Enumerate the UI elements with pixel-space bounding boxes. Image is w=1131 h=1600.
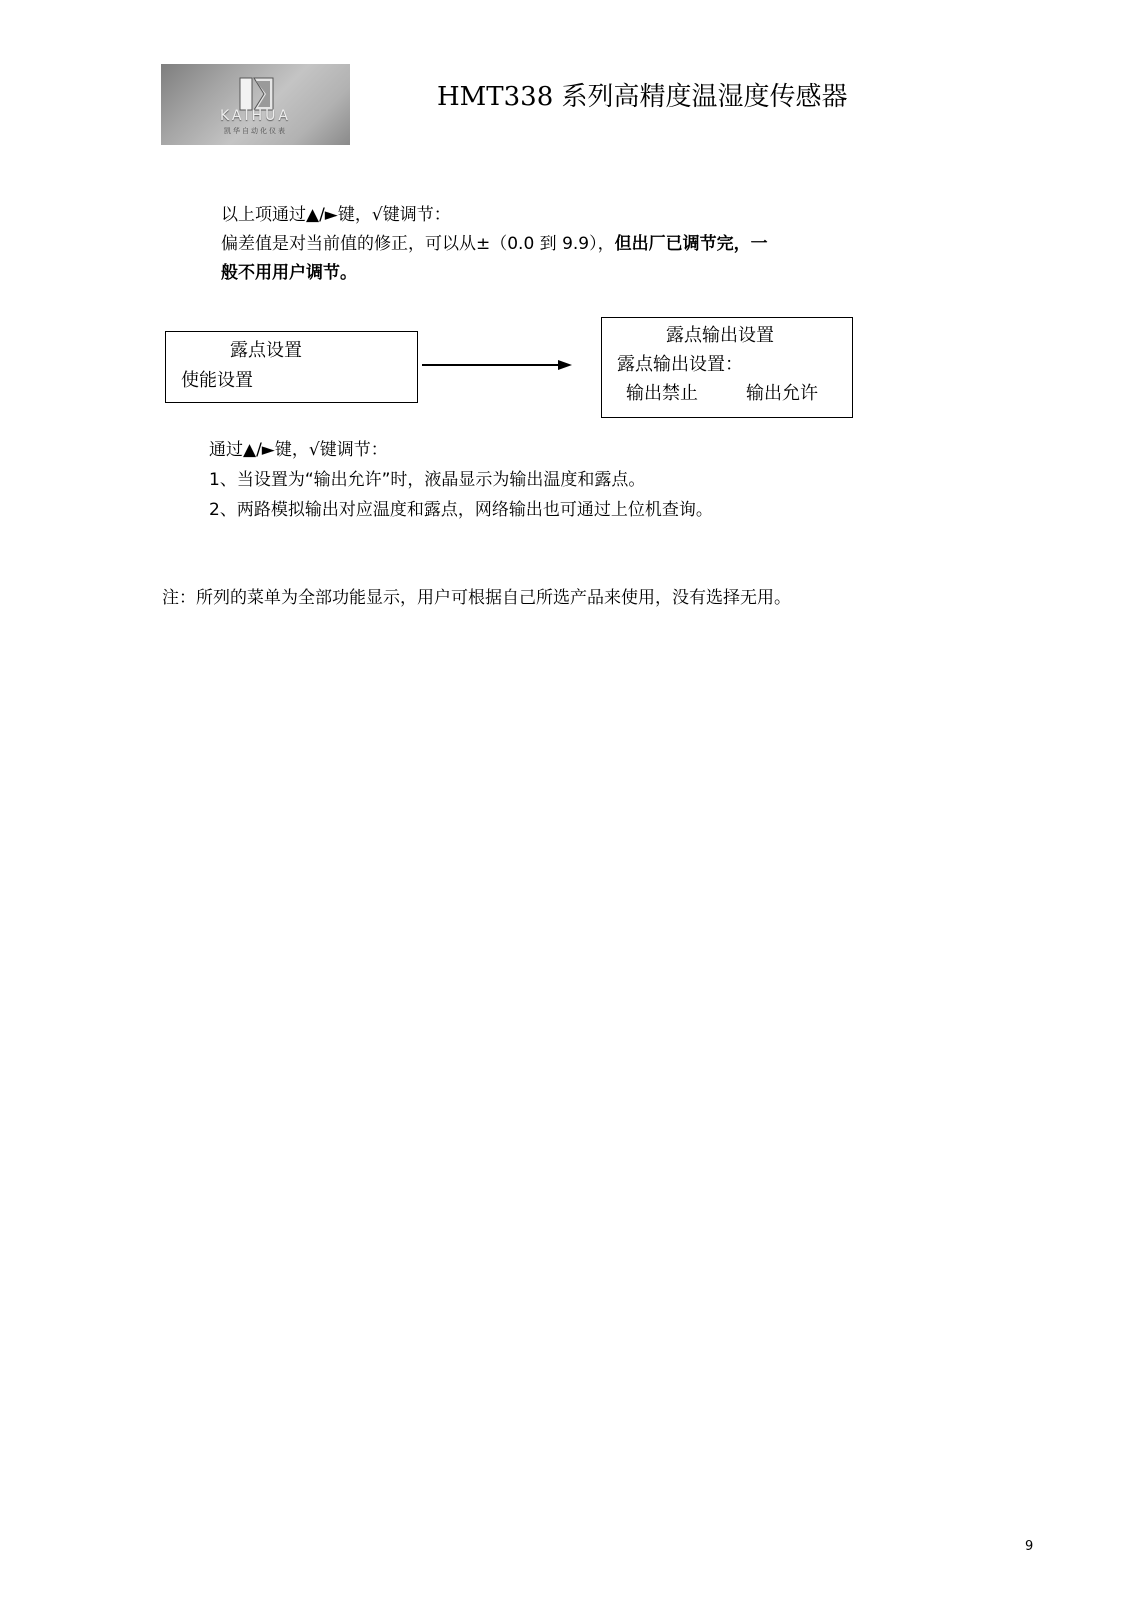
- logo-subtext: 凯华自动化仪表: [224, 127, 287, 135]
- dewpoint-output-setting-box: [601, 317, 853, 418]
- adjust-instruction-1: 以上项通过▲/►键，√键调节：: [221, 205, 451, 225]
- offset-description-bold: 但出厂已调节完，一: [614, 234, 768, 254]
- offset-description-line-1: [221, 234, 768, 255]
- note-item-2: 2、两路模拟输出对应温度和露点，网络输出也可通过上位机查询。: [209, 500, 713, 520]
- flow-arrow: [420, 358, 575, 372]
- enable-setting-label: 使能设置: [181, 370, 253, 391]
- output-enabled-option: 输出允许: [746, 383, 818, 404]
- dewpoint-output-title: 露点输出设置: [666, 325, 774, 346]
- menu-note: 注：所列的菜单为全部功能显示，用户可根据自己所选产品来使用，没有选择无用。: [162, 588, 791, 608]
- document-title: HMT338 系列高精度温湿度传感器: [437, 82, 848, 112]
- note-item-1: 1、当设置为“输出允许”时，液晶显示为输出温度和露点。: [209, 470, 646, 490]
- kaihua-logo-mark-icon: [237, 76, 275, 112]
- adjust-instruction-2: 通过▲/►键，√键调节：: [209, 440, 388, 460]
- logo-wordmark: KAIHUA: [220, 108, 291, 124]
- output-disabled-option: 输出禁止: [626, 383, 698, 404]
- offset-description-line-2: 般不用用户调节。: [221, 263, 357, 283]
- dewpoint-output-label: 露点输出设置：: [617, 354, 743, 375]
- company-logo: [161, 64, 350, 145]
- dewpoint-setting-box: [165, 331, 418, 403]
- page-number: 9: [1025, 1539, 1034, 1554]
- dewpoint-setting-title: 露点设置: [230, 340, 302, 361]
- offset-description-normal: 偏差值是对当前值的修正，可以从±（0.0 到 9.9），: [221, 234, 615, 254]
